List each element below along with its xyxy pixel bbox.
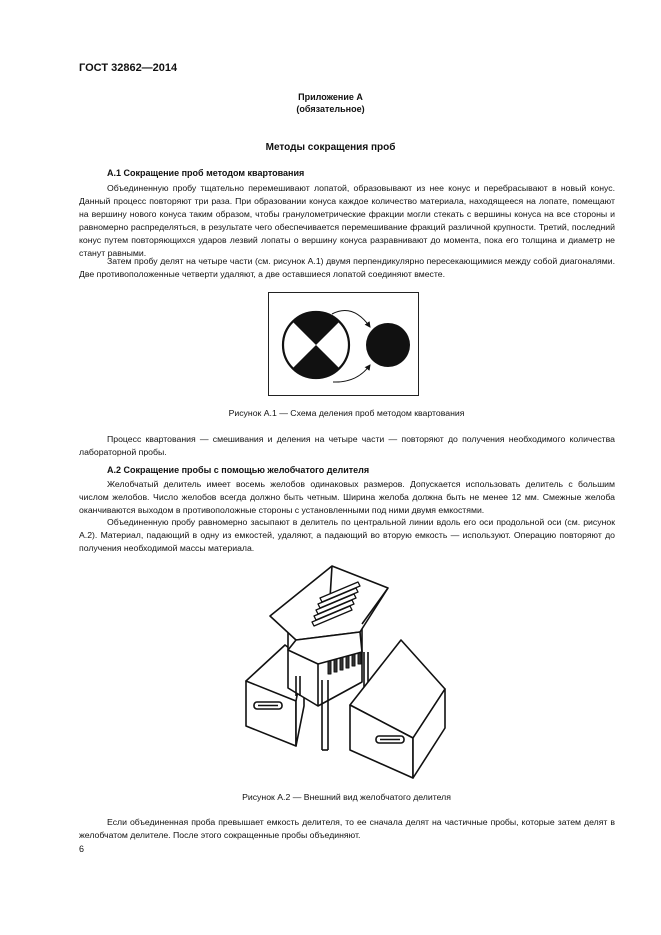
section-a1-paragraph-1: Объединенную пробу тщательно перемешивают лопатой, образовывают из нее конус и перебрасывают в новый конус. Данный процесс повторяют три раза. При образовании конуса каждое количество материала, находящееся на лопате, помещают на вершину нового конуса таким образом, чтобы гранулометрические фракции могли стекать с вершины конуса на все стороны и равномерно распределяться, в результате чего обеспечивается перемешивание фракций различной крупности. Третий, последний конус путем повторяющихся ударов лезвий лопаты о вершину конуса разравнивают до момента, пока его толщина и диаметр не станут равными. bbox=[79, 183, 615, 258]
section-a1-paragraph-3: Процесс квартования — смешивания и деления на четыре части — повторяют до получения необходимого количества лабораторной пробы. bbox=[79, 434, 615, 457]
appendix-title: Приложение А bbox=[298, 92, 363, 102]
document-code: ГОСТ 32862—2014 bbox=[79, 62, 178, 74]
page-number: 6 bbox=[79, 844, 85, 854]
appendix-heading: Методы сокращения проб bbox=[265, 142, 396, 153]
appendix-status: (обязательное) bbox=[296, 104, 365, 114]
figure-a2-illustration bbox=[240, 560, 450, 782]
section-a2-title: А.2 Сокращение пробы с помощью желобчатого делителя bbox=[107, 465, 370, 475]
section-a2-paragraph-1: Желобчатый делитель имеет восемь желобов одинаковых размеров. Допускается использовать делитель с большим числом желобов. Число желобов всегда должно быть четным. Ширина желоба должна быть не менее 12 мм. Смежные желоба оканчиваются выходом в противоположные стороны с установленными под ними двумя емкостями. bbox=[79, 479, 615, 515]
section-a1-title: А.1 Сокращение проб методом квартования bbox=[107, 168, 305, 178]
quartering-diagram bbox=[269, 293, 418, 395]
quartered-cone-circle bbox=[283, 312, 349, 378]
section-a2-paragraph-3: Если объединенная проба превышает емкость делителя, то ее сначала делят на частичные пробы, которые затем делят в желобчатом делителе. После этого сокращенные пробы объединяют. bbox=[79, 817, 615, 840]
section-a1-paragraph-2: Затем пробу делят на четыре части (см. рисунок А.1) двумя перпендикулярно пересекающимися между собой диагоналями. Две противоположенные четверти удаляют, а две оставшиеся лопатой соединяют вместе. bbox=[79, 256, 615, 279]
section-a2-paragraph-2: Объединенную пробу равномерно засыпают в делитель по центральной линии вдоль его оси продольной оси (см. рисунок А.2). Материал, падающий в одну из емкостей, удаляют, а падающий во вторую емкость — используют. Операцию повторяют до получения необходимой массы материала. bbox=[79, 517, 615, 553]
figure-a1-caption: Рисунок А.1 — Схема деления проб методом квартования bbox=[228, 408, 465, 418]
figure-a1-frame bbox=[268, 292, 419, 396]
figure-a2-caption: Рисунок А.2 — Внешний вид желобчатого делителя bbox=[242, 792, 451, 802]
combined-sample-circle bbox=[366, 323, 410, 367]
riffle-divider-drawing bbox=[240, 560, 450, 782]
